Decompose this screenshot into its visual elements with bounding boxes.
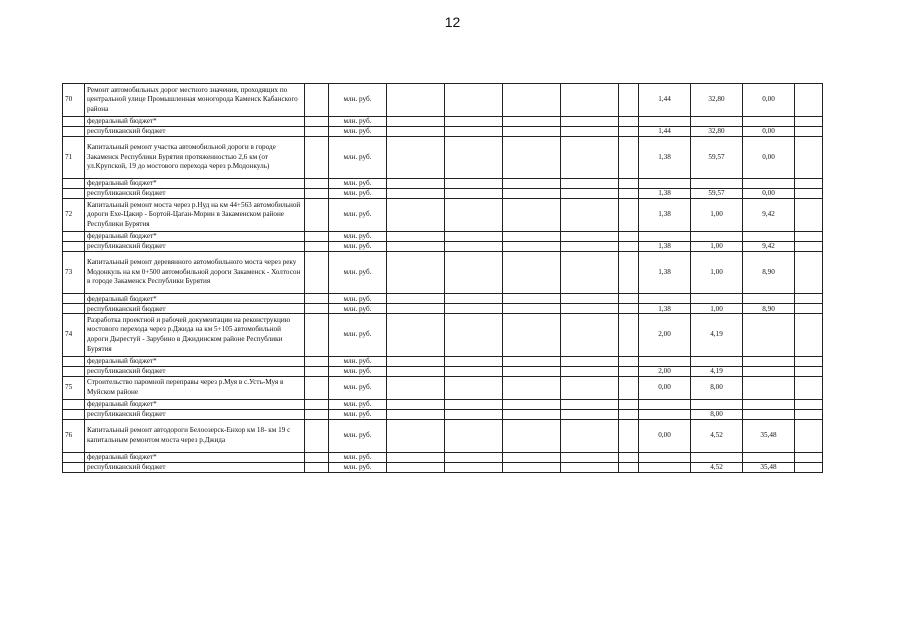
empty-cell — [387, 409, 445, 419]
empty-cell — [305, 189, 329, 199]
empty-cell — [63, 231, 85, 241]
empty-cell — [561, 419, 619, 452]
empty-cell — [619, 251, 639, 293]
empty-cell — [619, 462, 639, 472]
value-cell-1 — [639, 294, 691, 304]
empty-cell — [387, 294, 445, 304]
value-cell-3: 35,48 — [743, 419, 795, 452]
value-cell-2: 8,00 — [691, 409, 743, 419]
value-cell-2: 4,52 — [691, 462, 743, 472]
empty-cell — [387, 314, 445, 356]
value-cell-1: 0,00 — [639, 376, 691, 399]
empty-cell — [795, 304, 823, 314]
empty-cell — [445, 231, 503, 241]
program-budget-table — [62, 83, 823, 473]
project-row — [63, 376, 823, 399]
funding-source-label: республиканский бюджет — [85, 241, 305, 251]
empty-cell — [561, 294, 619, 304]
funding-source-row — [63, 241, 823, 251]
empty-cell — [387, 189, 445, 199]
empty-cell — [305, 356, 329, 366]
empty-cell — [795, 199, 823, 232]
empty-cell — [795, 419, 823, 452]
unit-cell: млн. руб. — [329, 419, 387, 452]
empty-cell — [503, 399, 561, 409]
empty-cell — [795, 399, 823, 409]
empty-cell — [63, 409, 85, 419]
funding-source-row — [63, 179, 823, 189]
empty-cell — [387, 304, 445, 314]
empty-cell — [63, 189, 85, 199]
funding-source-row — [63, 356, 823, 366]
empty-cell — [503, 251, 561, 293]
funding-source-label: федеральный бюджет* — [85, 231, 305, 241]
empty-cell — [561, 452, 619, 462]
empty-cell — [619, 399, 639, 409]
value-cell-1 — [639, 462, 691, 472]
empty-cell — [561, 179, 619, 189]
empty-cell — [561, 366, 619, 376]
empty-cell — [387, 419, 445, 452]
value-cell-2 — [691, 294, 743, 304]
empty-cell — [503, 376, 561, 399]
empty-cell — [561, 231, 619, 241]
funding-source-label: республиканский бюджет — [85, 189, 305, 199]
empty-cell — [305, 199, 329, 232]
unit-cell: млн. руб. — [329, 462, 387, 472]
value-cell-2: 4,19 — [691, 314, 743, 356]
empty-cell — [305, 241, 329, 251]
funding-source-row — [63, 294, 823, 304]
empty-cell — [503, 241, 561, 251]
unit-cell: млн. руб. — [329, 189, 387, 199]
project-number: 70 — [63, 84, 85, 117]
value-cell-1: 1,38 — [639, 304, 691, 314]
empty-cell — [445, 116, 503, 126]
empty-cell — [387, 241, 445, 251]
funding-source-row — [63, 126, 823, 136]
empty-cell — [445, 199, 503, 232]
empty-cell — [387, 452, 445, 462]
empty-cell — [619, 314, 639, 356]
empty-cell — [503, 126, 561, 136]
project-row — [63, 84, 823, 117]
empty-cell — [561, 462, 619, 472]
funding-source-label: республиканский бюджет — [85, 462, 305, 472]
empty-cell — [445, 419, 503, 452]
empty-cell — [503, 199, 561, 232]
empty-cell — [503, 189, 561, 199]
project-title: Строительство паромной переправы через р.Муя в с.Усть-Муя в Муйском районе — [85, 376, 305, 399]
funding-source-row — [63, 189, 823, 199]
value-cell-2 — [691, 116, 743, 126]
project-title: Капитальный ремонт деревянного автомобильного моста через реку Модонкуль на км 0+500 автомобильной дороги Закаменск - Холтосон в городе Закаменск Республики Бурятия — [85, 251, 305, 293]
empty-cell — [619, 241, 639, 251]
value-cell-1: 1,38 — [639, 189, 691, 199]
value-cell-2: 8,00 — [691, 376, 743, 399]
empty-cell — [503, 419, 561, 452]
project-title: Капитальный ремонт участка автомобильной дороги в городе Закаменск Республики Бурятия протяженностью 2,6 км (от ул.Крупской, 19 до мостового перехода через р.Модонкуль) — [85, 136, 305, 178]
empty-cell — [305, 452, 329, 462]
empty-cell — [387, 116, 445, 126]
page-number: 12 — [444, 14, 461, 30]
empty-cell — [619, 419, 639, 452]
project-row — [63, 314, 823, 356]
empty-cell — [795, 231, 823, 241]
unit-cell: млн. руб. — [329, 251, 387, 293]
project-row — [63, 251, 823, 293]
empty-cell — [503, 179, 561, 189]
value-cell-1: 1,38 — [639, 199, 691, 232]
empty-cell — [445, 452, 503, 462]
value-cell-1 — [639, 399, 691, 409]
empty-cell — [503, 136, 561, 178]
empty-cell — [445, 462, 503, 472]
unit-cell: млн. руб. — [329, 179, 387, 189]
empty-cell — [619, 84, 639, 117]
empty-cell — [445, 84, 503, 117]
value-cell-1: 1,44 — [639, 84, 691, 117]
empty-cell — [795, 251, 823, 293]
empty-cell — [305, 366, 329, 376]
empty-cell — [305, 409, 329, 419]
value-cell-2: 4,19 — [691, 366, 743, 376]
value-cell-1: 1,38 — [639, 251, 691, 293]
empty-cell — [445, 179, 503, 189]
empty-cell — [63, 294, 85, 304]
empty-cell — [63, 126, 85, 136]
empty-cell — [619, 376, 639, 399]
value-cell-2: 1,00 — [691, 199, 743, 232]
empty-cell — [503, 84, 561, 117]
empty-cell — [305, 84, 329, 117]
empty-cell — [503, 366, 561, 376]
empty-cell — [795, 189, 823, 199]
empty-cell — [503, 356, 561, 366]
empty-cell — [63, 399, 85, 409]
empty-cell — [387, 179, 445, 189]
funding-source-row — [63, 462, 823, 472]
funding-source-label: республиканский бюджет — [85, 304, 305, 314]
empty-cell — [305, 179, 329, 189]
project-row — [63, 136, 823, 178]
value-cell-3 — [743, 356, 795, 366]
empty-cell — [445, 356, 503, 366]
empty-cell — [795, 314, 823, 356]
empty-cell — [619, 179, 639, 189]
empty-cell — [561, 399, 619, 409]
unit-cell: млн. руб. — [329, 409, 387, 419]
empty-cell — [795, 294, 823, 304]
empty-cell — [445, 399, 503, 409]
value-cell-3: 0,00 — [743, 126, 795, 136]
empty-cell — [503, 314, 561, 356]
empty-cell — [503, 452, 561, 462]
value-cell-3: 0,00 — [743, 136, 795, 178]
project-title: Капитальный ремонт автодороги Белоозерск-Енхор км 18- км 19 с капитальным ремонтом моста через р.Джида — [85, 419, 305, 452]
empty-cell — [503, 409, 561, 419]
empty-cell — [619, 231, 639, 241]
empty-cell — [445, 304, 503, 314]
value-cell-3 — [743, 376, 795, 399]
empty-cell — [503, 116, 561, 126]
funding-source-row — [63, 116, 823, 126]
project-number: 72 — [63, 199, 85, 232]
funding-source-label: федеральный бюджет* — [85, 179, 305, 189]
unit-cell: млн. руб. — [329, 84, 387, 117]
project-number: 74 — [63, 314, 85, 356]
empty-cell — [305, 462, 329, 472]
empty-cell — [795, 116, 823, 126]
empty-cell — [561, 84, 619, 117]
funding-source-label: республиканский бюджет — [85, 409, 305, 419]
empty-cell — [619, 189, 639, 199]
value-cell-2 — [691, 231, 743, 241]
value-cell-2: 32,80 — [691, 84, 743, 117]
value-cell-3 — [743, 366, 795, 376]
project-row — [63, 199, 823, 232]
unit-cell: млн. руб. — [329, 294, 387, 304]
empty-cell — [63, 366, 85, 376]
funding-source-label: республиканский бюджет — [85, 126, 305, 136]
empty-cell — [63, 241, 85, 251]
value-cell-3: 0,00 — [743, 84, 795, 117]
funding-source-row — [63, 304, 823, 314]
empty-cell — [387, 251, 445, 293]
value-cell-1: 2,00 — [639, 314, 691, 356]
empty-cell — [561, 241, 619, 251]
unit-cell: млн. руб. — [329, 376, 387, 399]
empty-cell — [445, 294, 503, 304]
empty-cell — [305, 136, 329, 178]
empty-cell — [619, 356, 639, 366]
value-cell-3 — [743, 116, 795, 126]
empty-cell — [503, 304, 561, 314]
value-cell-2: 4,52 — [691, 419, 743, 452]
funding-source-label: федеральный бюджет* — [85, 116, 305, 126]
empty-cell — [445, 189, 503, 199]
empty-cell — [619, 294, 639, 304]
empty-cell — [619, 304, 639, 314]
empty-cell — [305, 314, 329, 356]
empty-cell — [305, 376, 329, 399]
unit-cell: млн. руб. — [329, 199, 387, 232]
empty-cell — [561, 356, 619, 366]
value-cell-1 — [639, 116, 691, 126]
empty-cell — [795, 136, 823, 178]
project-row — [63, 419, 823, 452]
value-cell-2: 1,00 — [691, 304, 743, 314]
empty-cell — [387, 399, 445, 409]
value-cell-1: 1,38 — [639, 136, 691, 178]
unit-cell: млн. руб. — [329, 452, 387, 462]
empty-cell — [305, 294, 329, 304]
empty-cell — [619, 366, 639, 376]
empty-cell — [305, 251, 329, 293]
unit-cell: млн. руб. — [329, 241, 387, 251]
empty-cell — [795, 462, 823, 472]
empty-cell — [445, 366, 503, 376]
project-number: 71 — [63, 136, 85, 178]
empty-cell — [795, 409, 823, 419]
funding-source-label: федеральный бюджет* — [85, 399, 305, 409]
unit-cell: млн. руб. — [329, 304, 387, 314]
value-cell-1 — [639, 179, 691, 189]
value-cell-3 — [743, 452, 795, 462]
empty-cell — [305, 419, 329, 452]
value-cell-3 — [743, 294, 795, 304]
empty-cell — [445, 314, 503, 356]
empty-cell — [619, 199, 639, 232]
project-title: Капитальный ремонт моста через р.Нуд на км 44+563 автомобильной дороги Ехе-Цакир - Бортой-Цаган-Морин в Закаменском районе Республики Бурятия — [85, 199, 305, 232]
value-cell-3: 0,00 — [743, 189, 795, 199]
empty-cell — [561, 251, 619, 293]
value-cell-2: 59,57 — [691, 189, 743, 199]
empty-cell — [63, 356, 85, 366]
value-cell-2: 59,57 — [691, 136, 743, 178]
empty-cell — [445, 241, 503, 251]
empty-cell — [503, 462, 561, 472]
empty-cell — [305, 304, 329, 314]
value-cell-2 — [691, 356, 743, 366]
value-cell-2 — [691, 452, 743, 462]
empty-cell — [387, 462, 445, 472]
empty-cell — [795, 241, 823, 251]
empty-cell — [619, 409, 639, 419]
value-cell-3 — [743, 409, 795, 419]
funding-source-row — [63, 399, 823, 409]
value-cell-1 — [639, 452, 691, 462]
value-cell-1 — [639, 356, 691, 366]
empty-cell — [445, 376, 503, 399]
empty-cell — [305, 231, 329, 241]
funding-source-row — [63, 409, 823, 419]
empty-cell — [305, 116, 329, 126]
empty-cell — [795, 84, 823, 117]
empty-cell — [63, 179, 85, 189]
empty-cell — [795, 366, 823, 376]
value-cell-3 — [743, 399, 795, 409]
project-number: 75 — [63, 376, 85, 399]
empty-cell — [795, 356, 823, 366]
empty-cell — [387, 376, 445, 399]
empty-cell — [63, 116, 85, 126]
value-cell-3: 8,90 — [743, 251, 795, 293]
empty-cell — [795, 452, 823, 462]
value-cell-1: 2,00 — [639, 366, 691, 376]
empty-cell — [503, 231, 561, 241]
project-title: Ремонт автомобильных дорог местного значения, проходящих по центральной улице Промышленная моногорода Каменск Кабанского района — [85, 84, 305, 117]
empty-cell — [619, 136, 639, 178]
empty-cell — [561, 314, 619, 356]
value-cell-2: 1,00 — [691, 251, 743, 293]
unit-cell: млн. руб. — [329, 366, 387, 376]
project-number: 76 — [63, 419, 85, 452]
value-cell-3: 8,90 — [743, 304, 795, 314]
empty-cell — [305, 126, 329, 136]
value-cell-2 — [691, 399, 743, 409]
funding-source-row — [63, 452, 823, 462]
empty-cell — [387, 199, 445, 232]
empty-cell — [561, 199, 619, 232]
value-cell-3 — [743, 314, 795, 356]
unit-cell: млн. руб. — [329, 116, 387, 126]
empty-cell — [619, 126, 639, 136]
empty-cell — [387, 231, 445, 241]
empty-cell — [619, 116, 639, 126]
empty-cell — [63, 452, 85, 462]
unit-cell: млн. руб. — [329, 399, 387, 409]
empty-cell — [387, 126, 445, 136]
value-cell-1: 1,38 — [639, 241, 691, 251]
funding-source-label: федеральный бюджет* — [85, 294, 305, 304]
empty-cell — [795, 126, 823, 136]
empty-cell — [561, 304, 619, 314]
unit-cell: млн. руб. — [329, 136, 387, 178]
unit-cell: млн. руб. — [329, 314, 387, 356]
empty-cell — [561, 116, 619, 126]
funding-source-label: федеральный бюджет* — [85, 452, 305, 462]
empty-cell — [503, 294, 561, 304]
empty-cell — [63, 462, 85, 472]
empty-cell — [387, 356, 445, 366]
value-cell-3 — [743, 231, 795, 241]
empty-cell — [561, 136, 619, 178]
empty-cell — [63, 304, 85, 314]
empty-cell — [445, 126, 503, 136]
funding-source-label: республиканский бюджет — [85, 366, 305, 376]
value-cell-1 — [639, 409, 691, 419]
value-cell-2: 32,80 — [691, 126, 743, 136]
funding-source-label: федеральный бюджет* — [85, 356, 305, 366]
value-cell-2: 1,00 — [691, 241, 743, 251]
value-cell-1: 0,00 — [639, 419, 691, 452]
value-cell-1: 1,44 — [639, 126, 691, 136]
empty-cell — [795, 376, 823, 399]
empty-cell — [561, 376, 619, 399]
empty-cell — [561, 126, 619, 136]
empty-cell — [387, 366, 445, 376]
empty-cell — [445, 136, 503, 178]
empty-cell — [387, 84, 445, 117]
value-cell-3: 9,42 — [743, 199, 795, 232]
unit-cell: млн. руб. — [329, 231, 387, 241]
funding-source-row — [63, 231, 823, 241]
empty-cell — [619, 452, 639, 462]
value-cell-3 — [743, 179, 795, 189]
unit-cell: млн. руб. — [329, 126, 387, 136]
value-cell-3: 9,42 — [743, 241, 795, 251]
empty-cell — [561, 189, 619, 199]
empty-cell — [305, 399, 329, 409]
unit-cell: млн. руб. — [329, 356, 387, 366]
empty-cell — [795, 179, 823, 189]
value-cell-2 — [691, 179, 743, 189]
empty-cell — [561, 409, 619, 419]
project-title: Разработка проектной и рабочей документации на реконструкцию мостового перехода через р.Джида на км 5+105 автомобильной дороги Дырестуй - Зарубино в Джидинском районе Республики Бурятия — [85, 314, 305, 356]
empty-cell — [387, 136, 445, 178]
funding-source-row — [63, 366, 823, 376]
empty-cell — [445, 251, 503, 293]
project-number: 73 — [63, 251, 85, 293]
value-cell-3: 35,48 — [743, 462, 795, 472]
empty-cell — [445, 409, 503, 419]
value-cell-1 — [639, 231, 691, 241]
